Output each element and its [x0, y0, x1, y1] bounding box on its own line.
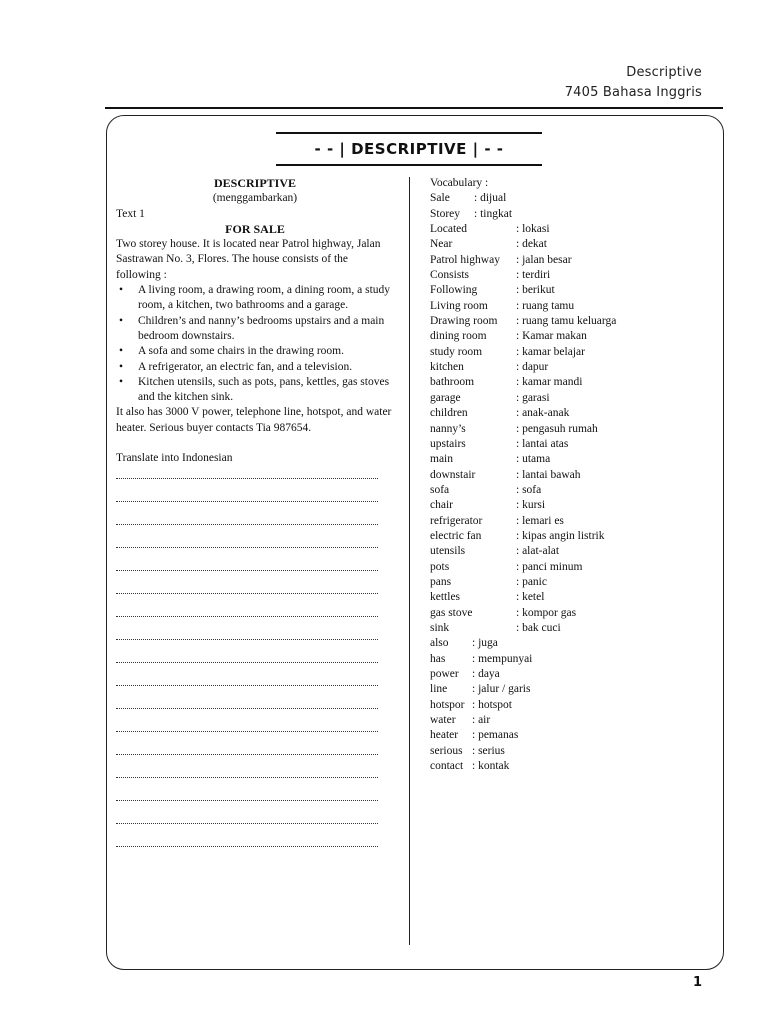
- vocab-row: [430, 468, 715, 483]
- vocab-term: kettles: [430, 591, 461, 604]
- vocab-row: [430, 452, 715, 467]
- vocab-row: [430, 621, 715, 636]
- answer-line[interactable]: [116, 742, 394, 765]
- vocab-term: Patrol highway: [430, 253, 500, 266]
- vocab-term: main: [430, 453, 453, 466]
- translate-instruction: Translate into Indonesian: [116, 452, 233, 465]
- vocab-row: [430, 759, 715, 774]
- text-label: Text 1: [116, 207, 145, 220]
- vocab-row: [430, 345, 715, 360]
- vocab-meaning: : jalur / garis: [472, 683, 531, 696]
- feature-item: • Children’s and nanny’s bedrooms upstairs and a main bedroom downstairs.: [116, 314, 394, 345]
- vocab-term: dining room: [430, 330, 487, 343]
- vocab-meaning: : sofa: [516, 483, 542, 496]
- text-intro: Two storey house. It is located near Patrol highway, Jalan Sastrawan No. 3, Flores. The house consists of the following :: [116, 238, 381, 281]
- vocab-term: refrigerator: [430, 514, 483, 527]
- answer-line[interactable]: [116, 489, 394, 512]
- answer-line[interactable]: [116, 650, 394, 673]
- vocab-term: hotspor: [430, 698, 465, 711]
- answer-line[interactable]: [116, 604, 394, 627]
- vocab-row: [430, 698, 715, 713]
- vocab-meaning: : hotspot: [472, 698, 512, 711]
- answer-line[interactable]: [116, 558, 394, 581]
- vocab-row: [430, 314, 715, 329]
- vocab-term: Storey: [430, 207, 461, 220]
- vocab-term: power: [430, 668, 459, 680]
- vocab-term: kitchen: [430, 361, 464, 374]
- vocab-meaning: : alat-alat: [516, 545, 560, 558]
- vocab-term: water: [430, 714, 456, 727]
- vocab-term: has: [430, 652, 446, 665]
- vocab-term: downstair: [430, 468, 476, 481]
- vocab-term: gas stove: [430, 606, 473, 619]
- vocab-term: Sale: [430, 192, 450, 205]
- answer-line[interactable]: [116, 696, 394, 719]
- vocab-row: [430, 498, 715, 513]
- vocab-row: [430, 544, 715, 559]
- vocab-meaning: : air: [472, 714, 491, 727]
- vocab-term: Consists: [430, 269, 469, 282]
- answer-line[interactable]: [116, 811, 394, 834]
- vocab-row: [430, 391, 715, 406]
- vocab-row: [430, 514, 715, 529]
- vocab-meaning: : anak-anak: [516, 407, 570, 420]
- vocab-term: serious: [430, 744, 463, 757]
- vocab-term: pans: [430, 575, 452, 588]
- vocab-meaning: : serius: [472, 744, 505, 757]
- text-subtitle: (menggambarkan): [212, 192, 298, 205]
- vocab-term: heater: [430, 729, 459, 742]
- vocab-term: contact: [430, 760, 464, 773]
- vocab-row: [430, 207, 715, 222]
- vocab-meaning: : panic: [516, 575, 547, 588]
- vocab-term: Drawing room: [430, 315, 498, 328]
- vocab-row: [430, 483, 715, 498]
- vocab-meaning: : bak cuci: [516, 621, 561, 634]
- answer-line[interactable]: [116, 765, 394, 788]
- header-subject: Descriptive: [626, 65, 702, 80]
- header-course: 7405 Bahasa Inggris: [564, 85, 702, 100]
- vocab-row: [430, 422, 715, 437]
- vocab-meaning: : kamar belajar: [516, 345, 585, 358]
- column-divider: [409, 177, 410, 945]
- vocab-term: children: [430, 407, 468, 420]
- vocab-row: [430, 268, 715, 283]
- vocab-row: [430, 636, 715, 651]
- vocab-row: [430, 667, 715, 682]
- vocab-meaning: : kamar mandi: [516, 376, 583, 389]
- vocab-row: [430, 329, 715, 344]
- answer-line[interactable]: [116, 719, 394, 742]
- page-banner: - - | DESCRIPTIVE | - -: [276, 132, 542, 166]
- vocab-meaning: : utama: [516, 453, 551, 466]
- vocab-term: bathroom: [430, 376, 475, 389]
- vocab-row: [430, 222, 715, 237]
- vocab-term: sink: [430, 621, 450, 634]
- vocab-row: [430, 652, 715, 667]
- vocab-term: electric fan: [430, 529, 482, 542]
- feature-item: • A sofa and some chairs in the drawing room.: [116, 344, 394, 359]
- vocab-meaning: : ruang tamu: [516, 299, 575, 312]
- vocab-meaning: : lemari es: [516, 514, 564, 527]
- answer-line[interactable]: [116, 673, 394, 696]
- vocab-term: sofa: [430, 483, 450, 496]
- feature-item: • A living room, a drawing room, a dining room, a study room, a kitchen, two bathrooms and a garage.: [116, 283, 394, 314]
- answer-line[interactable]: [116, 512, 394, 535]
- vocab-row: [430, 744, 715, 759]
- vocab-meaning: : daya: [472, 668, 500, 680]
- vocab-meaning: : mempunyai: [472, 652, 533, 665]
- vocab-row: [430, 237, 715, 252]
- vocab-row: [430, 575, 715, 590]
- vocab-row: [430, 191, 715, 206]
- vocab-term: study room: [430, 345, 483, 358]
- vocab-meaning: : kompor gas: [516, 606, 577, 619]
- vocab-term: Living room: [430, 299, 488, 312]
- vocabulary-column: [430, 176, 715, 774]
- text-heading: FOR SALE: [225, 221, 285, 236]
- vocab-row: [430, 682, 715, 697]
- vocab-meaning: : juga: [472, 637, 498, 650]
- vocab-row: [430, 529, 715, 544]
- vocab-meaning: : pengasuh rumah: [516, 422, 598, 435]
- vocab-meaning: : tingkat: [474, 207, 513, 220]
- vocab-meaning: : lokasi: [516, 223, 550, 236]
- vocab-meaning: : dijual: [474, 192, 507, 205]
- vocab-row: [430, 360, 715, 375]
- vocab-row: [430, 590, 715, 605]
- vocab-term: upstairs: [430, 437, 466, 450]
- vocab-term: line: [430, 683, 448, 696]
- reading-column: [116, 176, 394, 857]
- vocab-row: [430, 283, 715, 298]
- vocab-row: [430, 560, 715, 575]
- vocab-row: [430, 713, 715, 728]
- vocab-meaning: : kontak: [472, 760, 510, 773]
- vocab-row: [430, 606, 715, 621]
- vocab-term: nanny’s: [430, 422, 466, 435]
- vocab-meaning: : panci minum: [516, 560, 583, 573]
- vocab-row: [430, 437, 715, 452]
- vocab-term: Near: [430, 238, 453, 251]
- vocabulary-title: Vocabulary :: [430, 177, 489, 189]
- vocab-meaning: : garasi: [516, 391, 550, 404]
- vocab-term: also: [430, 637, 449, 650]
- answer-line[interactable]: [116, 788, 394, 811]
- header-rule: [105, 107, 723, 109]
- vocab-term: utensils: [430, 545, 466, 558]
- vocab-meaning: : ketel: [516, 591, 545, 604]
- vocab-term: garage: [430, 391, 461, 404]
- vocab-row: [430, 253, 715, 268]
- feature-item: • A refrigerator, an electric fan, and a television.: [116, 360, 394, 375]
- answer-line[interactable]: [116, 834, 394, 857]
- vocab-row: [430, 406, 715, 421]
- vocab-meaning: : Kamar makan: [516, 330, 587, 343]
- answer-line[interactable]: [116, 535, 394, 558]
- answer-line[interactable]: [116, 581, 394, 604]
- vocab-meaning: : jalan besar: [516, 253, 572, 266]
- feature-item: • Kitchen utensils, such as pots, pans, kettles, gas stoves and the kitchen sink.: [116, 375, 394, 406]
- vocab-row: [430, 299, 715, 314]
- text-title: DESCRIPTIVE: [213, 176, 297, 190]
- vocab-meaning: : berikut: [516, 284, 555, 297]
- answer-line[interactable]: [116, 627, 394, 650]
- vocab-meaning: : ruang tamu keluarga: [516, 315, 617, 328]
- feature-list: [116, 283, 394, 405]
- vocab-meaning: : lantai bawah: [516, 468, 581, 481]
- vocab-meaning: : dekat: [516, 238, 547, 251]
- vocab-term: chair: [430, 499, 453, 512]
- page-number: 1: [693, 975, 703, 990]
- vocab-row: [430, 375, 715, 390]
- vocab-meaning: : kursi: [516, 499, 546, 512]
- vocab-meaning: : pemanas: [472, 729, 519, 742]
- vocab-meaning: : kipas angin listrik: [516, 529, 605, 542]
- vocab-meaning: : lantai atas: [516, 437, 569, 450]
- vocab-term: pots: [430, 560, 450, 573]
- text-closing: It also has 3000 V power, telephone line, hotspot, and water heater. Serious buyer contacts Tia 987654.: [116, 406, 392, 434]
- vocab-meaning: : dapur: [516, 361, 549, 374]
- answer-lines: [116, 466, 394, 857]
- vocab-row: [430, 728, 715, 743]
- vocab-term: Following: [430, 284, 478, 297]
- vocab-term: Located: [430, 223, 468, 236]
- vocab-meaning: : terdiri: [516, 269, 551, 282]
- answer-line[interactable]: [116, 466, 394, 489]
